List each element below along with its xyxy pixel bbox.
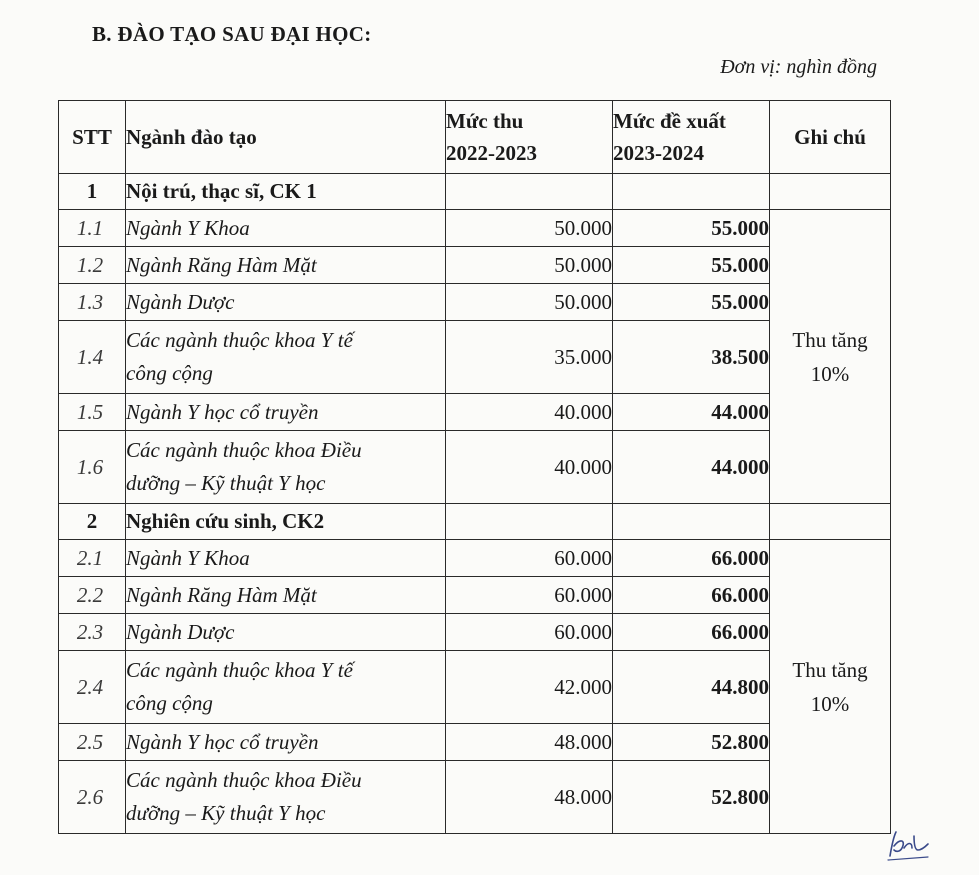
group-empty-cell (770, 174, 891, 210)
table-row (59, 431, 891, 504)
row-proposed-fee: 44.800 (613, 651, 770, 724)
row-proposed-fee: 38.500 (613, 321, 770, 394)
table-row (59, 724, 891, 761)
section-title: B. ĐÀO TẠO SAU ĐẠI HỌC: (92, 22, 372, 46)
table-row (59, 394, 891, 431)
unit-note: Đơn vị: nghìn đồng (720, 56, 877, 78)
row-proposed-fee: 55.000 (613, 210, 770, 247)
note-line: 10% (810, 691, 850, 716)
row-proposed-fee: 52.800 (613, 761, 770, 834)
row-proposed-fee: 66.000 (613, 614, 770, 651)
row-major (126, 431, 446, 504)
group-row (59, 504, 891, 540)
group-empty-cell (770, 504, 891, 540)
fee-table (58, 100, 891, 834)
group-stt: 1 (59, 174, 126, 210)
header-stt: STT (59, 101, 126, 174)
group-title: Nghiên cứu sinh, CK2 (126, 504, 446, 540)
group-stt: 2 (59, 504, 126, 540)
group-note (770, 540, 891, 834)
row-major: Ngành Dược (126, 284, 446, 321)
table-row (59, 210, 891, 247)
row-current-fee: 40.000 (446, 394, 613, 431)
row-proposed-fee: 55.000 (613, 284, 770, 321)
header-note: Ghi chú (770, 101, 891, 174)
group-empty-cell (613, 174, 770, 210)
row-stt: 2.1 (59, 540, 126, 577)
row-current-fee: 40.000 (446, 431, 613, 504)
row-current-fee: 35.000 (446, 321, 613, 394)
header-proposed-fee-year: 2023-2024 (613, 141, 704, 165)
table-row (59, 577, 891, 614)
row-major-line: công cộng (126, 691, 213, 715)
row-current-fee: 60.000 (446, 540, 613, 577)
row-stt: 1.4 (59, 321, 126, 394)
row-major-line: công cộng (126, 361, 213, 385)
row-stt: 2.2 (59, 577, 126, 614)
row-major (126, 761, 446, 834)
group-title: Nội trú, thạc sĩ, CK 1 (126, 174, 446, 210)
row-proposed-fee: 44.000 (613, 394, 770, 431)
table-row (59, 284, 891, 321)
header-current-fee-year: 2022-2023 (446, 141, 537, 165)
header-proposed-fee-label: Mức đề xuất (613, 109, 726, 133)
row-proposed-fee: 66.000 (613, 577, 770, 614)
table-header-row (59, 101, 891, 174)
header-current-fee (446, 101, 613, 174)
table-row (59, 321, 891, 394)
row-major: Ngành Y Khoa (126, 210, 446, 247)
row-current-fee: 50.000 (446, 284, 613, 321)
header-current-fee-label: Mức thu (446, 109, 524, 133)
row-major-line: dưỡng – Kỹ thuật Y học (126, 801, 326, 825)
row-current-fee: 50.000 (446, 210, 613, 247)
row-major (126, 321, 446, 394)
row-current-fee: 60.000 (446, 614, 613, 651)
group-empty-cell (446, 174, 613, 210)
table-row (59, 614, 891, 651)
header-major: Ngành đào tạo (126, 101, 446, 174)
row-major-line: dưỡng – Kỹ thuật Y học (126, 471, 326, 495)
row-stt: 1.1 (59, 210, 126, 247)
table-row (59, 761, 891, 834)
row-stt: 2.4 (59, 651, 126, 724)
group-row (59, 174, 891, 210)
table-row (59, 247, 891, 284)
note-line: 10% (810, 361, 850, 386)
row-major-line: Các ngành thuộc khoa Điều (126, 438, 362, 462)
row-stt: 1.2 (59, 247, 126, 284)
row-current-fee: 48.000 (446, 724, 613, 761)
row-stt: 1.5 (59, 394, 126, 431)
row-major: Ngành Y học cổ truyền (126, 394, 446, 431)
row-proposed-fee: 66.000 (613, 540, 770, 577)
note-line: Thu tăng (792, 657, 868, 682)
group-empty-cell (613, 504, 770, 540)
row-proposed-fee: 44.000 (613, 431, 770, 504)
row-major-line: Các ngành thuộc khoa Y tế (126, 658, 353, 682)
row-major: Ngành Răng Hàm Mặt (126, 577, 446, 614)
row-current-fee: 48.000 (446, 761, 613, 834)
row-stt: 2.6 (59, 761, 126, 834)
row-proposed-fee: 52.800 (613, 724, 770, 761)
group-empty-cell (446, 504, 613, 540)
row-current-fee: 60.000 (446, 577, 613, 614)
row-major: Ngành Y học cổ truyền (126, 724, 446, 761)
row-current-fee: 50.000 (446, 247, 613, 284)
row-current-fee: 42.000 (446, 651, 613, 724)
row-major-line: Các ngành thuộc khoa Điều (126, 768, 362, 792)
row-proposed-fee: 55.000 (613, 247, 770, 284)
row-major: Ngành Răng Hàm Mặt (126, 247, 446, 284)
header-proposed-fee (613, 101, 770, 174)
row-stt: 2.5 (59, 724, 126, 761)
handwritten-initials-mark (884, 826, 932, 866)
table-row (59, 651, 891, 724)
group-note (770, 210, 891, 504)
row-major: Ngành Dược (126, 614, 446, 651)
row-stt: 1.6 (59, 431, 126, 504)
table-row (59, 540, 891, 577)
row-stt: 2.3 (59, 614, 126, 651)
note-line: Thu tăng (792, 327, 868, 352)
row-major (126, 651, 446, 724)
row-major: Ngành Y Khoa (126, 540, 446, 577)
row-stt: 1.3 (59, 284, 126, 321)
row-major-line: Các ngành thuộc khoa Y tế (126, 328, 353, 352)
